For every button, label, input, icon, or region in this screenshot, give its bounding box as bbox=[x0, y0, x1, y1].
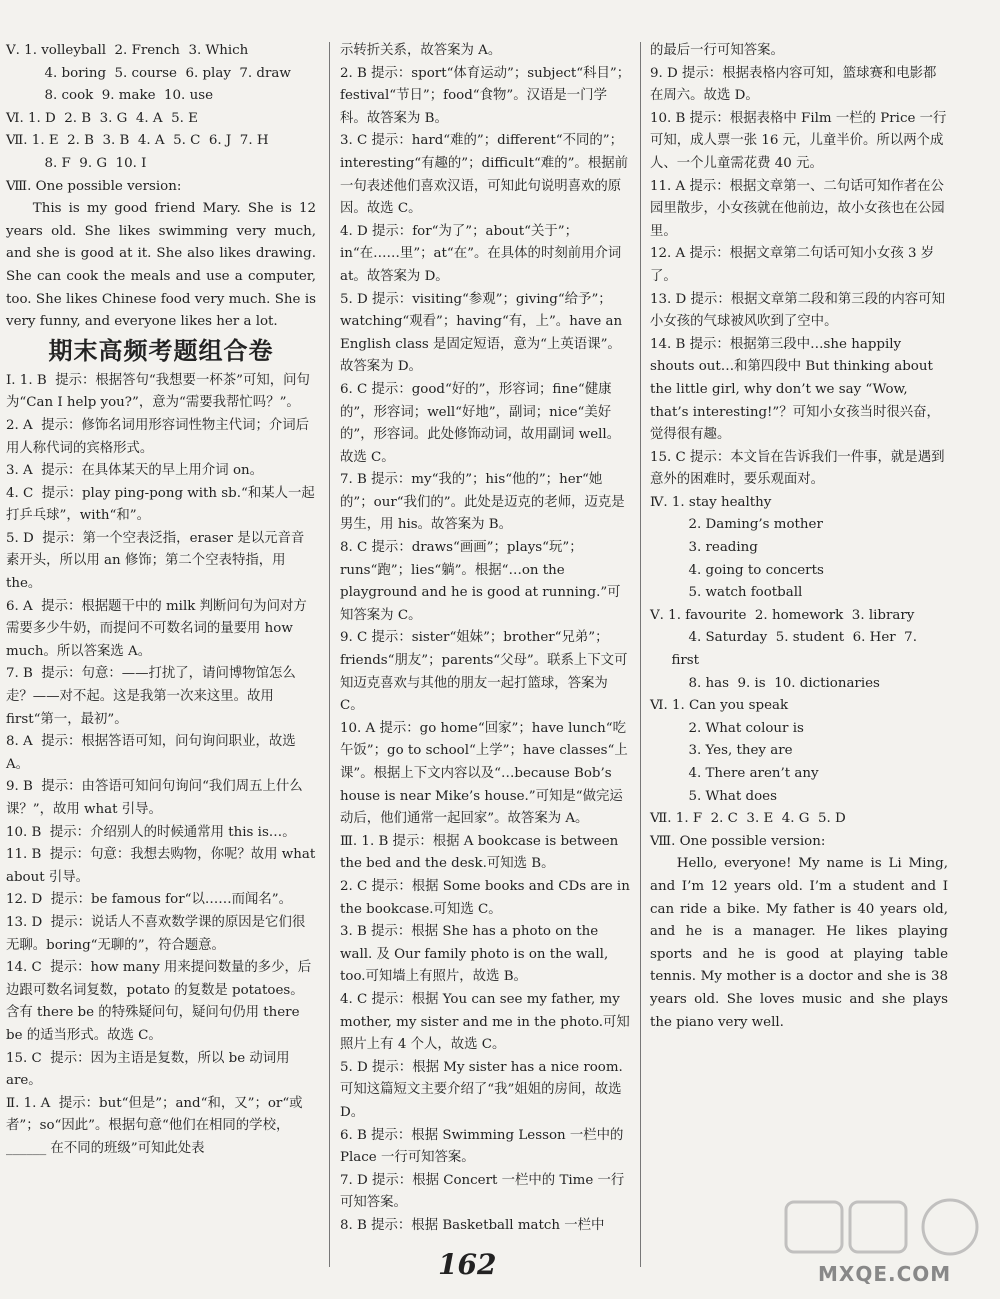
column-left bbox=[6, 40, 320, 1161]
answer-line: Ⅷ. One possible version: bbox=[650, 833, 826, 849]
answer-line: Ⅳ. 1. stay healthy bbox=[650, 494, 772, 510]
answer-item: 5. D 提示：visiting“参观”；giving“给予”；watching“观看”；having“有，上”。have an English class 是固定短语，意为“上英语课”。故答案为 D。 bbox=[340, 291, 623, 375]
column-right bbox=[650, 40, 948, 1034]
answer-line: 8. F 9. G 10. I bbox=[27, 155, 147, 171]
answer-item: 3. A 提示：在具体某天的早上用介词 on。 bbox=[6, 463, 264, 479]
answer-line: 3. Yes, they are bbox=[671, 743, 793, 759]
answer-line: 8. has 9. is 10. dictionaries bbox=[671, 675, 880, 691]
answer-list bbox=[650, 40, 948, 492]
answer-line: 4. There aren’t any bbox=[671, 766, 819, 781]
answer-item: 9. C 提示：sister“姐妹”；brother“兄弟”；friends“朋友”；parents“父母”。联系上下文可知迈克喜欢与其他的朋友一起打篮球，答案为 C。 bbox=[340, 630, 628, 714]
answer-line: 5. watch football bbox=[671, 585, 803, 601]
answer-item: 8. B 提示：根据 Basketball match 一栏中 bbox=[340, 1217, 605, 1233]
answer-item: 5. D 提示：第一个空表泛指，eraser 是以元音音素开头，所以用 an 修饰；第二个空表特指，用 the。 bbox=[6, 530, 305, 592]
answer-line: Ⅵ. 1. D 2. B 3. G 4. A 5. E bbox=[6, 110, 198, 126]
answer-item: 7. B 提示：句意：——打扰了，请问博物馆怎么走？——对不起。这是我第一次来这里。故用 first“第一，最初”。 bbox=[6, 666, 296, 727]
answer-item: 2. C 提示：根据 Some books and CDs are in the bookcase.可知选 C。 bbox=[340, 878, 630, 917]
sample-essay: Hello, everyone! My name is Li Ming, and I’m 12 years old. I’m a student and I can ride a bike. My father is 40 years old, and he is a manager. He likes playing sports and he is good at playing table tennis. My mother is a doctor and she is 38 years old. She loves music and she plays the piano very well. bbox=[650, 856, 948, 1030]
answer-item: 13. D 提示：根据文章第二段和第三段的内容可知小女孩的气球被风吹到了空中。 bbox=[650, 291, 945, 330]
answer-item: Ⅲ. 1. B 提示：根据 A bookcase is between the bed and the desk.可知选 B。 bbox=[340, 833, 619, 872]
answer-item: 15. C 提示：本文旨在告诉我们一件事，就是遇到意外的困难时，要乐观面对。 bbox=[650, 449, 945, 488]
answer-item: 6. C 提示：good“好的”，形容词；fine“健康的”，形容词；well“好地”，副词；nice“美好的”，形容词。此处修饰动词，故用副词 well。故选 C。 bbox=[340, 381, 621, 465]
answer-item: 10. B 提示：根据表格中 Film 一栏的 Price 一行可知，成人票一张 16 元，儿童半价。所以两个成人、一个儿童需花费 40 元。 bbox=[650, 110, 947, 171]
answer-item: 5. D 提示：根据 My sister has a nice room. 可知这篇短文主要介绍了“我”姐姐的房间，故选 D。 bbox=[340, 1059, 623, 1120]
answer-line: 3. reading bbox=[671, 540, 758, 556]
answer-line: 8. cook 9. make 10. use bbox=[27, 88, 213, 104]
answer-item: 3. C 提示：hard“难的”；different“不同的”；interesting“有趣的”；difficult“难的”。根据前一句表述他们喜欢汉语，可知此句说明喜欢的原因。故选 C。 bbox=[340, 133, 628, 217]
answer-list bbox=[650, 492, 948, 854]
answer-item: 7. D 提示：根据 Concert 一栏中的 Time 一行可知答案。 bbox=[340, 1172, 625, 1211]
answer-line: 4. boring 5. course 6. play 7. draw bbox=[27, 65, 291, 81]
answer-item: 9. B 提示：由答语可知问句询问“我们周五上什么课？”，故用 what 引导。 bbox=[6, 779, 303, 817]
answer-item: 4. D 提示：for“为了”；about“关于”；in“在……里”；at“在”。在具体的时刻前用介词 at。故答案为 D。 bbox=[340, 223, 622, 284]
answer-line: 4. going to concerts bbox=[671, 562, 824, 578]
answer-item: 12. A 提示：根据文章第二句话可知小女孩 3 岁了。 bbox=[650, 246, 935, 284]
answer-item: 13. D 提示：说话人不喜欢数学课的原因是它们很无聊。boring“无聊的”，符合题意。 bbox=[6, 914, 306, 953]
answer-item: 12. D 提示：be famous for“以……而闻名”。 bbox=[6, 892, 293, 908]
answer-item: 示转折关系，故答案为 A。 bbox=[340, 43, 502, 58]
answer-line: 2. Daming’s mother bbox=[671, 517, 823, 533]
answer-list bbox=[6, 370, 320, 1161]
sample-essay: This is my good friend Mary. She is 12 years old. She likes swimming very much, and she is good at it. She also likes drawing. She can cook the meals and use a computer, too. She likes Chinese food very much. She is very funny, and everyone likes her a lot. bbox=[6, 201, 316, 330]
answer-line: Ⅵ. 1. Can you speak bbox=[650, 698, 789, 714]
answer-item: 11. B 提示：句意：我想去购物，你呢？故用 what about 引导。 bbox=[6, 847, 320, 885]
column-middle bbox=[340, 40, 632, 1237]
answer-item: 8. C 提示：draws“画画”；plays“玩”；runs“跑”；lies“躺”。根据“…on the playground and he is good at running.”可知答案为 C。 bbox=[340, 540, 621, 623]
answer-item: 10. A 提示：go home“回家”；have lunch“吃午饭”；go to school“上学”；have classes“上课”。根据上下文内容以及“…because Bob’s house is near Mike’s house.”可知是“做完运动后，他们通常一起回家”。故答案为 A。 bbox=[340, 720, 628, 827]
answer-item: 6. A 提示：根据题干中的 milk 判断问句为问对方需要多少牛奶，而提问不可数名词的量要用 how much。所以答案选 A。 bbox=[6, 598, 307, 659]
answer-item: Ⅱ. 1. A 提示：but“但是”；and“和，又”；or“或者”；so“因此”。根据句意“他们在相同的学校，______ 在不同的班级”可知此处表 bbox=[6, 1095, 303, 1156]
answer-item: 4. C 提示：play ping-pong with sb.“和某人一起打乒乓球”，with“和”。 bbox=[6, 485, 315, 524]
answer-line: 5. What does bbox=[671, 788, 777, 804]
watermark-text: MXQE.COM bbox=[818, 1262, 952, 1286]
answer-list bbox=[340, 40, 632, 1237]
answer-item: 8. A 提示：根据答语可知，问句询问职业，故选 A。 bbox=[6, 734, 300, 772]
answer-line: Ⅴ. 1. volleyball 2. French 3. Which bbox=[6, 43, 249, 58]
answer-item: 15. C 提示：因为主语是复数，所以 be 动词用 are。 bbox=[6, 1050, 294, 1089]
answer-item: 2. A 提示：修饰名词用形容词性物主代词；介词后用人称代词的宾格形式。 bbox=[6, 417, 310, 456]
answer-item: 2. B 提示：sport“体育运动”；subject“科目”；festival“节日”；food“食物”。汉语是一门学科。故答案为 B。 bbox=[340, 65, 631, 126]
answer-item: 11. A 提示：根据文章第一、二句话可知作者在公园里散步，小女孩就在他前边，故小女孩也在公园里。 bbox=[650, 178, 945, 239]
answer-line: Ⅷ. One possible version: bbox=[6, 178, 182, 194]
answer-item: 9. D 提示：根据表格内容可知，篮球赛和电影都在周六。故选 D。 bbox=[650, 65, 937, 104]
answer-line: 2. What colour is bbox=[671, 720, 804, 736]
answer-item: 7. B 提示：my“我的”；his“他的”；her“她的”；our“我们的”。此处是迈克的老师，迈克是男生，用 his。故答案为 B。 bbox=[340, 472, 625, 533]
answer-item: 的最后一行可知答案。 bbox=[650, 43, 784, 58]
answer-item: 10. B 提示：介绍别人的时候通常用 this is…。 bbox=[6, 824, 296, 840]
answer-item: 14. C 提示：how many 用来提问数量的多少，后边跟可数名词复数，potato 的复数是 potatoes。含有 there be 的特殊疑问句，疑问句仍用 there be 的适当形式。故选 C。 bbox=[6, 960, 312, 1043]
answer-item: 3. B 提示：根据 She has a photo on the wall. 及 Our family photo is on the wall, too.可知墙上有照片，故选 B。 bbox=[340, 924, 609, 985]
answer-line: 4. Saturday 5. student 6. Her 7. first bbox=[671, 630, 922, 669]
column-divider bbox=[640, 42, 641, 1267]
answer-item: 14. B 提示：根据第三段中…she happily shouts out…和第四段中 But thinking about the little girl, why don’t we say “Wow, that’s interesting!”？可知小女孩当时很兴奋，觉得很有趣。 bbox=[650, 336, 940, 443]
answer-line: Ⅶ. 1. F 2. C 3. E 4. G 5. D bbox=[650, 811, 846, 827]
column-divider bbox=[329, 42, 330, 1267]
answer-line: Ⅴ. 1. favourite 2. homework 3. library bbox=[650, 607, 915, 623]
answer-item: 6. B 提示：根据 Swimming Lesson 一栏中的 Place 一行可知答案。 bbox=[340, 1127, 624, 1166]
answer-item: 4. C 提示：根据 You can see my father, my mother, my sister and me in the photo.可知照片上有 4 个人，故选 C。 bbox=[340, 991, 630, 1053]
answer-item: Ⅰ. 1. B 提示：根据答句“我想要一杯茶”可知，问句为“Can I help you?”，意为“需要我帮忙吗？”。 bbox=[6, 372, 310, 411]
answer-line: Ⅶ. 1. E 2. B 3. B 4. A 5. C 6. J 7. H bbox=[6, 133, 269, 149]
page-number: 162 bbox=[438, 1248, 497, 1281]
section-title: 期末高频考题组合卷 bbox=[48, 336, 274, 365]
